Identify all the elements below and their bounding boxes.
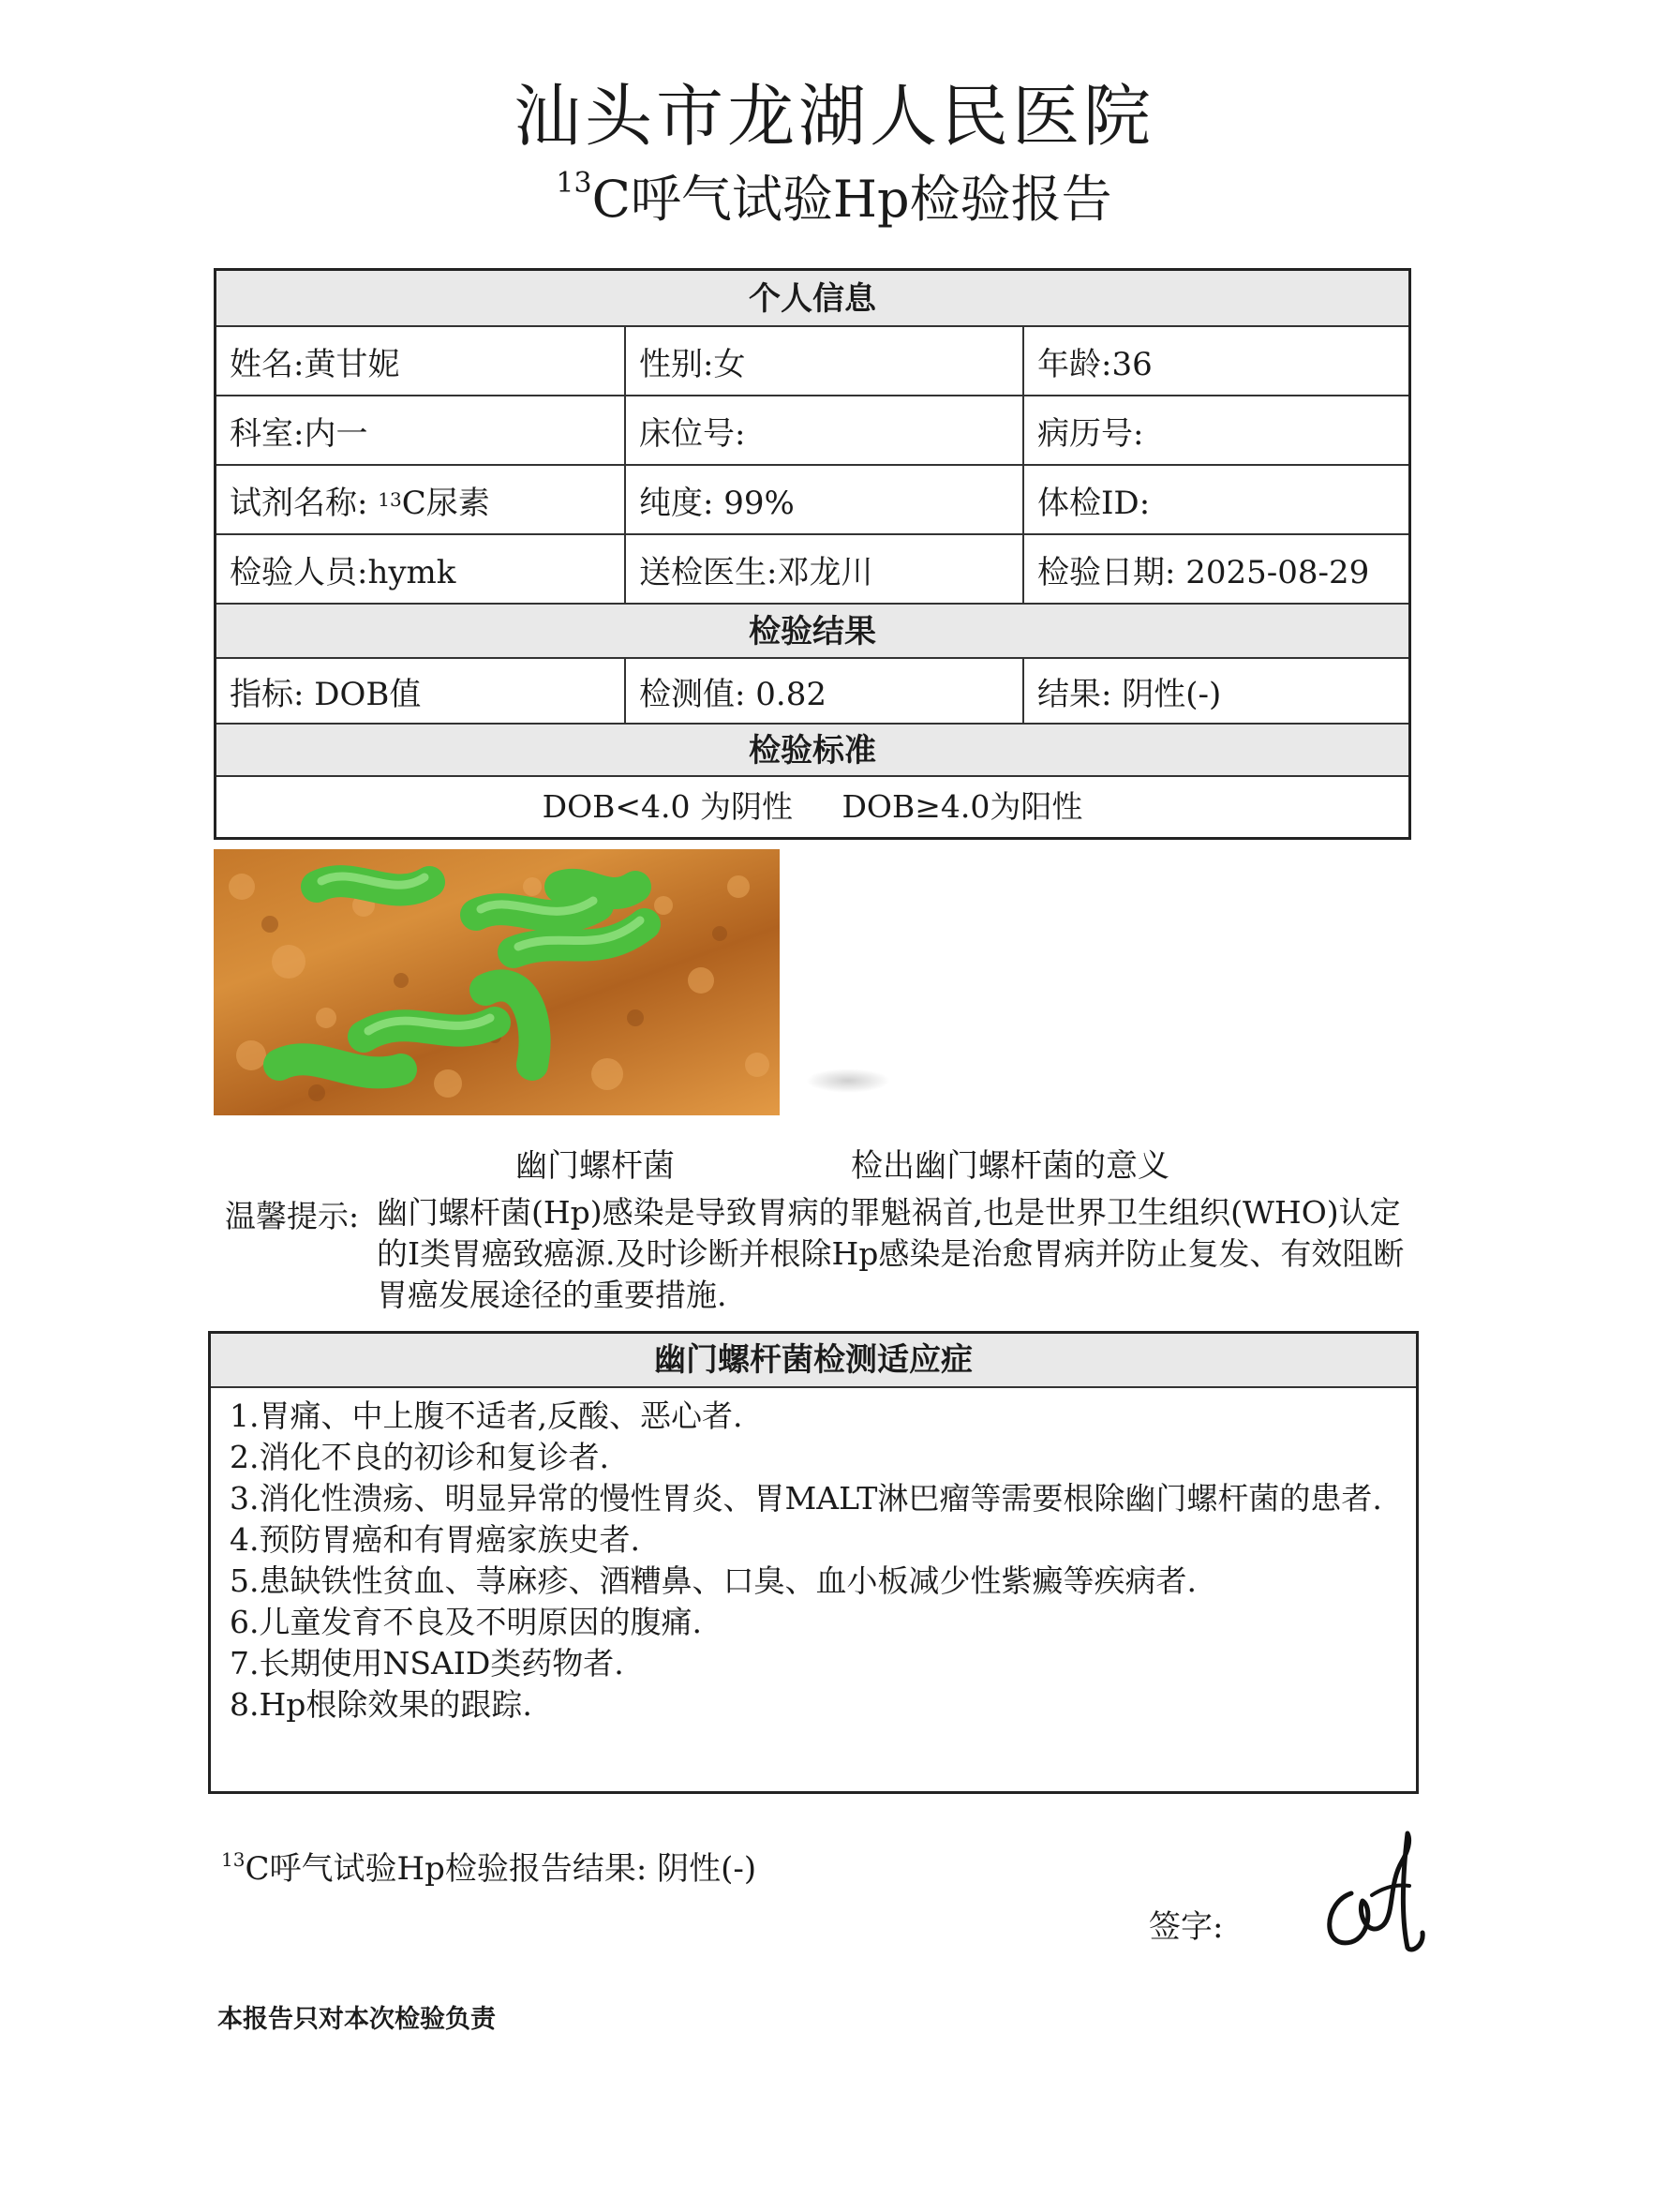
list-item: 3.消化性溃疡、明显异常的慢性胃炎、胃MALT淋巴瘤等需要根除幽门螺杆菌的患者.	[230, 1480, 1382, 1517]
referring-doctor: 送检医生:邓龙川	[626, 535, 1024, 603]
info-row-3	[216, 466, 1408, 535]
indications-list	[230, 1396, 1401, 1726]
image-placeholder-shadow	[806, 1069, 890, 1093]
list-item: 7.长期使用NSAID类药物者.	[230, 1645, 624, 1681]
report-title-text: C呼气试验Hp检验报告	[591, 170, 1112, 229]
tip-text: 幽门螺杆菌(Hp)感染是导致胃病的罪魁祸首,也是世界卫生组织(WHO)认定的I类胃癌致癌源.及时诊断并根除Hp感染是治愈胃病并防止复发、有效阻断胃癌发展途径的重要措施.	[377, 1194, 1405, 1313]
reagent-superscript: 13	[378, 488, 402, 511]
standard-header: 检验标准	[216, 725, 1408, 777]
footer-disclaimer: 本报告只对本次检验负责	[217, 2005, 496, 2034]
patient-gender: 性别:女	[626, 327, 1024, 395]
medical-record-number: 病历号:	[1037, 414, 1144, 453]
bed-number: 床位号:	[626, 396, 1024, 464]
standard-text: DOB<4.0 为阴性 DOB≥4.0为阳性	[542, 788, 1083, 825]
list-item: 4.预防胃癌和有胃癌家族史者.	[230, 1521, 640, 1558]
exam-id: 体检ID:	[1037, 484, 1151, 522]
info-row-1	[216, 327, 1408, 396]
report-title	[0, 159, 1668, 232]
list-item: 2.消化不良的初诊和复诊者.	[230, 1439, 609, 1475]
tip-label: 温馨提示:	[225, 1198, 360, 1234]
indications-title: 幽门螺杆菌检测适应症	[211, 1334, 1416, 1388]
final-result	[221, 1843, 756, 1889]
isotope-superscript: 13	[556, 167, 592, 200]
indications-box	[208, 1331, 1419, 1794]
helicobacter-photo	[214, 849, 780, 1115]
list-item: 1.胃痛、中上腹不适者,反酸、恶心者.	[230, 1397, 743, 1434]
test-result: 结果: 阴性(-)	[1037, 675, 1222, 713]
list-item: 8.Hp根除效果的跟踪.	[230, 1686, 532, 1723]
indicator: 指标: DOB值	[216, 659, 626, 723]
reagent-name	[216, 466, 626, 533]
results-header: 检验结果	[216, 605, 1408, 659]
bacteria-illustration	[214, 849, 780, 1115]
measured-value: 检测值: 0.82	[626, 659, 1024, 723]
personal-info-header: 个人信息	[216, 271, 1408, 327]
inspector: 检验人员:hymk	[216, 535, 626, 603]
results-row	[216, 659, 1408, 725]
reagent-label: 试剂名称:	[230, 484, 379, 522]
signature-label: 签字:	[1149, 1908, 1224, 1946]
reagent-purity: 纯度: 99%	[626, 466, 1024, 533]
personal-info-table	[214, 268, 1411, 840]
hospital-name: 汕头市龙湖人民医院	[513, 77, 1154, 156]
info-row-2	[216, 396, 1408, 466]
info-row-4	[216, 535, 1408, 605]
final-result-superscript: 13	[221, 1848, 246, 1871]
exam-date: 检验日期: 2025-08-29	[1037, 553, 1370, 591]
final-result-text: C呼气试验Hp检验报告结果: 阴性(-)	[245, 1850, 757, 1888]
patient-name: 姓名:黄甘妮	[216, 327, 626, 395]
list-item: 6.儿童发育不良及不明原因的腹痛.	[230, 1604, 702, 1640]
department: 科室:内一	[216, 396, 626, 464]
list-item: 5.患缺铁性贫血、荨麻疹、酒糟鼻、口臭、血小板减少性紫癜等疾病者.	[230, 1562, 1197, 1599]
caption-bacteria: 幽门螺杆菌	[515, 1147, 675, 1185]
signature-mark	[1314, 1828, 1426, 1959]
caption-significance: 检出幽门螺杆菌的意义	[851, 1147, 1169, 1185]
reagent-value: C尿素	[401, 484, 490, 522]
patient-age: 年龄:36	[1037, 345, 1153, 383]
